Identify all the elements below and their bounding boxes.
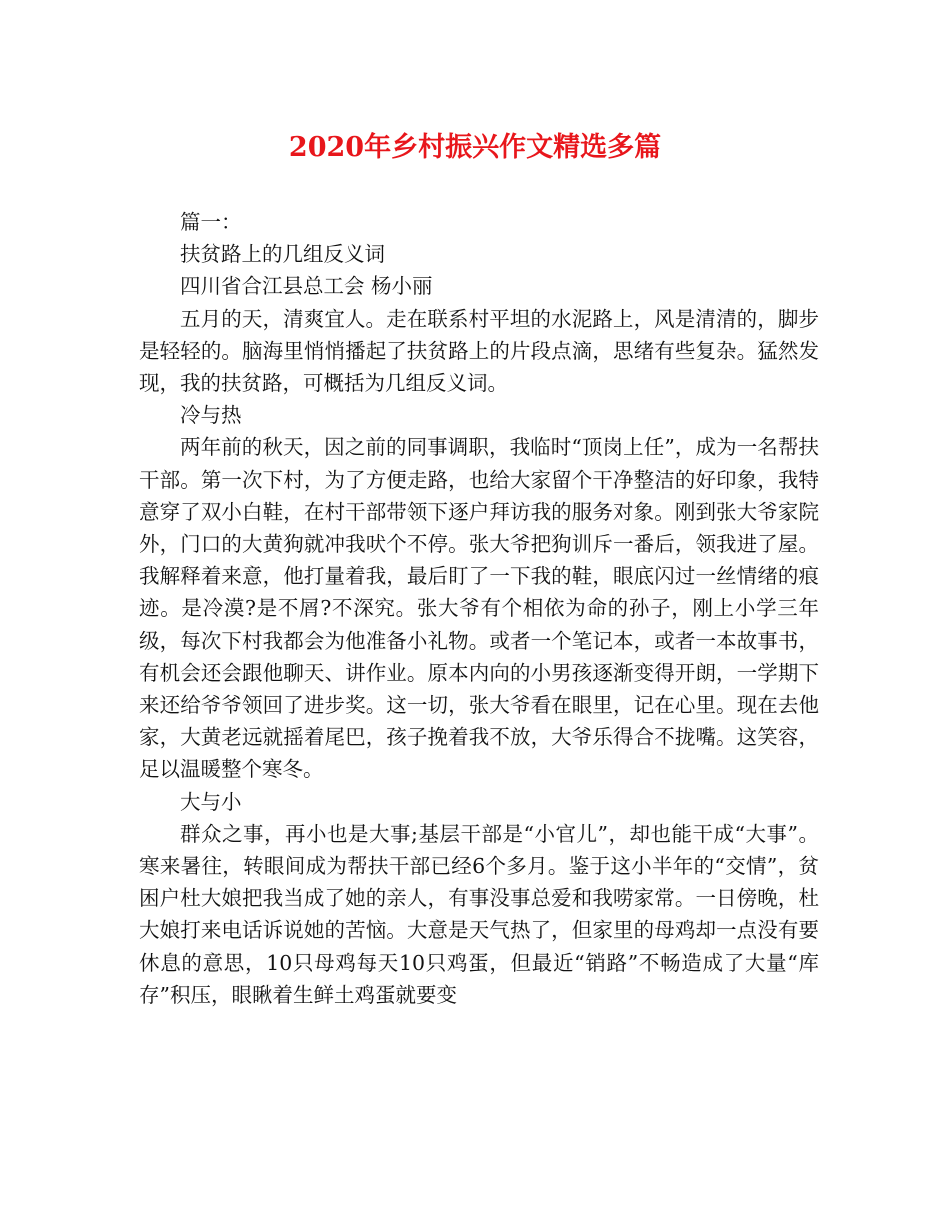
paragraph-intro: 五月的天，清爽宜人。走在联系村平坦的水泥路上，风是清清的，脚步是轻轻的。脑海里悄悄播起了扶贫路上的片段点滴，思绪有些复杂。猛然发现，我的扶贫路，可概括为几组反义词。 (139, 306, 819, 396)
paragraph-big-and-small: 群众之事，再小也是大事;基层干部是“小官儿”，却也能干成“大事”。寒来暑往，转眼间成为帮扶干部已经6个多月。鉴于这小半年的“交情”，贫困户杜大娘把我当成了她的亲人，有事没事总爱和我唠家常。一日傍晚，杜大娘打来电话诉说她的苦恼。大意是天气热了，但家里的母鸡却一点没有要休息的意思，10只母鸡每天10只鸡蛋，但最近“销路”不畅造成了大量“库存”积压，眼瞅着生鲜土鸡蛋就要变 (139, 821, 819, 1007)
subheading-big-and-small: 大与小 (180, 789, 242, 814)
article-title: 扶贫路上的几组反义词 (180, 242, 385, 267)
document-title: 2020年乡村振兴作文精选多篇 (288, 132, 662, 163)
section-label: 篇一： (180, 210, 242, 234)
author-line: 四川省合江县总工会 杨小丽 (180, 274, 433, 299)
subheading-cold-and-hot: 冷与热 (180, 403, 242, 428)
paragraph-cold-and-hot: 两年前的秋天，因之前的同事调职，我临时“顶岗上任”，成为一名帮扶干部。第一次下村，为了方便走路，也给大家留个干净整洁的好印象，我特意穿了双小白鞋，在村干部带领下逐户拜访我的服务对象。刚到张大爷家院外，门口的大黄狗就冲我吠个不停。张大爷把狗训斥一番后，领我进了屋。我解释着来意，他打量着我，最后盯了一下我的鞋，眼底闪过一丝情绪的痕迹。是冷漠?是不屑?不深究。张大爷有个相依为命的孙子，刚上小学三年级，每次下村我都会为他准备小礼物。或者一个笔记本，或者一本故事书，有机会还会跟他聊天、讲作业。原本内向的小男孩逐渐变得开朗，一学期下来还给爷爷领回了进步奖。这一切，张大爷看在眼里，记在心里。现在去他家，大黄老远就摇着尾巴，孩子挽着我不放，大爷乐得合不拢嘴。这笑容，足以温暖整个寒冬。 (139, 435, 819, 782)
document-body (139, 206, 819, 1011)
